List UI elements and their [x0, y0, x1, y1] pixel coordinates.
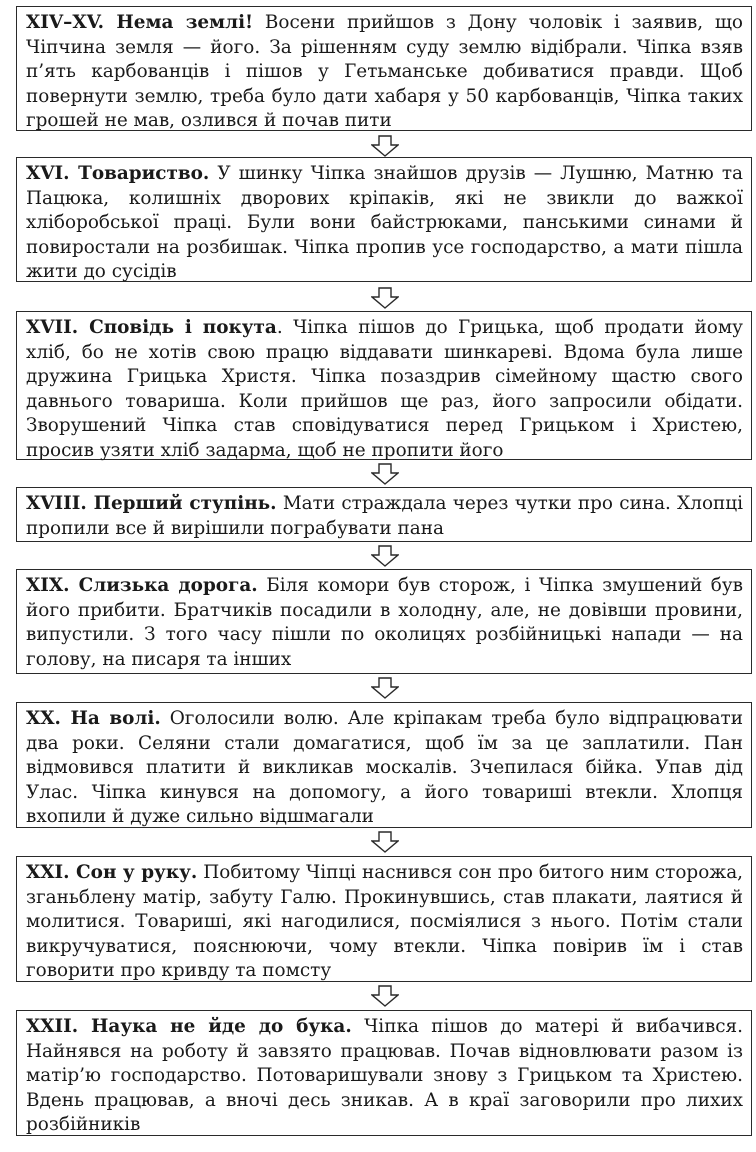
- block-heading: XVII. Сповідь і покута: [26, 317, 277, 338]
- block-text: У шинку Чіпка знайшов друзів — Лушню, Матню та Пацюка, колишніх дворових кріпаків, які не звикли до важкої хліборобської праці. Були вони байстрюками, панськими синами й повиростали на розбишак. Чіпка пропив усе господарство, а мати пішла жити до сусідів: [26, 163, 743, 283]
- block-heading: XVI. Товариство.: [26, 163, 210, 184]
- block-heading: XX. На волі.: [26, 708, 161, 729]
- block-21: [16, 856, 752, 982]
- down-arrow-icon: [371, 831, 399, 853]
- block-heading: XIX. Слизька дорога.: [26, 575, 258, 596]
- block-text: Побитому Чіпці наснився сон про битого ним сторожа, зганьблену матір, забуту Галю. Прокинувшись, став плакати, лаятися й молитися. Товариші, які нагодилися, посміялися з нього. Потім стали викручуватися, пояснюючи, чому втекли. Чіпка повірив їм і став говорити про кривду та помсту: [26, 862, 744, 982]
- block-text: Восени прийшов з Дону чоловік і заявив, що Чіпчина земля — його. За рішенням суду землю відібрали. Чіпка взяв п’ять карбованців і пішов у Гетьманське добиватися правди. Щоб повернути землю, треба було дати хабаря у 50 карбованців, Чіпка таких грошей не мав, озлився й почав пити: [26, 12, 743, 132]
- block-14-15: [16, 6, 752, 131]
- block-heading: XXII. Наука не йде до бука.: [26, 1016, 352, 1037]
- block-18: [16, 487, 752, 542]
- block-22: [16, 1010, 752, 1136]
- block-heading: XIV–XV. Нема землі!: [26, 12, 254, 33]
- down-arrow-icon: [371, 287, 399, 309]
- block-20: [16, 702, 752, 828]
- block-heading: XVIII. Перший ступінь.: [26, 493, 277, 514]
- down-arrow-icon: [371, 545, 399, 567]
- block-text: Чіпка пішов до матері й вибачився. Найнявся на роботу й завзято працював. Почав відновлювати разом із матір’ю господарство. Потоваришували знову з Грицьком та Христею. Вдень працював, а вночі десь зникав. А в краї заговорили про лихих розбійників: [26, 1016, 744, 1136]
- block-heading: XXI. Сон у руку.: [26, 862, 198, 883]
- block-17: [16, 311, 752, 460]
- down-arrow-icon: [371, 677, 399, 699]
- block-text: Мати страждала через чутки про сина. Хлопці пропили все й вирішили пограбувати пана: [26, 493, 743, 539]
- block-19: [16, 569, 752, 674]
- block-text: . Чіпка пішов до Грицька, щоб продати йому хліб, бо не хотів свою працю віддавати шинкареві. Вдома була лише дружина Грицька Христя. Чіпка позаздрив сімейному щастю свого давнього товариша. Коли прийшов ще раз, його запросили обідати. Зворушений Чіпка став сповідуватися перед Грицьком і Христею, просив узяти хліб задарма, щоб не пропити його: [26, 317, 743, 461]
- down-arrow-icon: [371, 135, 399, 157]
- down-arrow-icon: [371, 985, 399, 1007]
- block-text: Оголосили волю. Але кріпакам треба було відпрацювати два роки. Селяни стали домагатися, щоб їм за це заплатили. Пан відмовився платити й викликав москалів. Зчепилася бійка. Упав дід Улас. Чіпка кинувся на допомогу, а його товариші втекли. Хлопця вхопили й дуже сильно відшмагали: [26, 708, 743, 828]
- down-arrow-icon: [371, 463, 399, 485]
- block-text: Біля комори був сторож, і Чіпка змушений був його прибити. Братчиків посадили в холодну, але, не довівши провини, випустили. З того часу пішли по околицях розбійницькі напади — на голову, на писаря та інших: [26, 575, 743, 670]
- block-16: [16, 157, 752, 282]
